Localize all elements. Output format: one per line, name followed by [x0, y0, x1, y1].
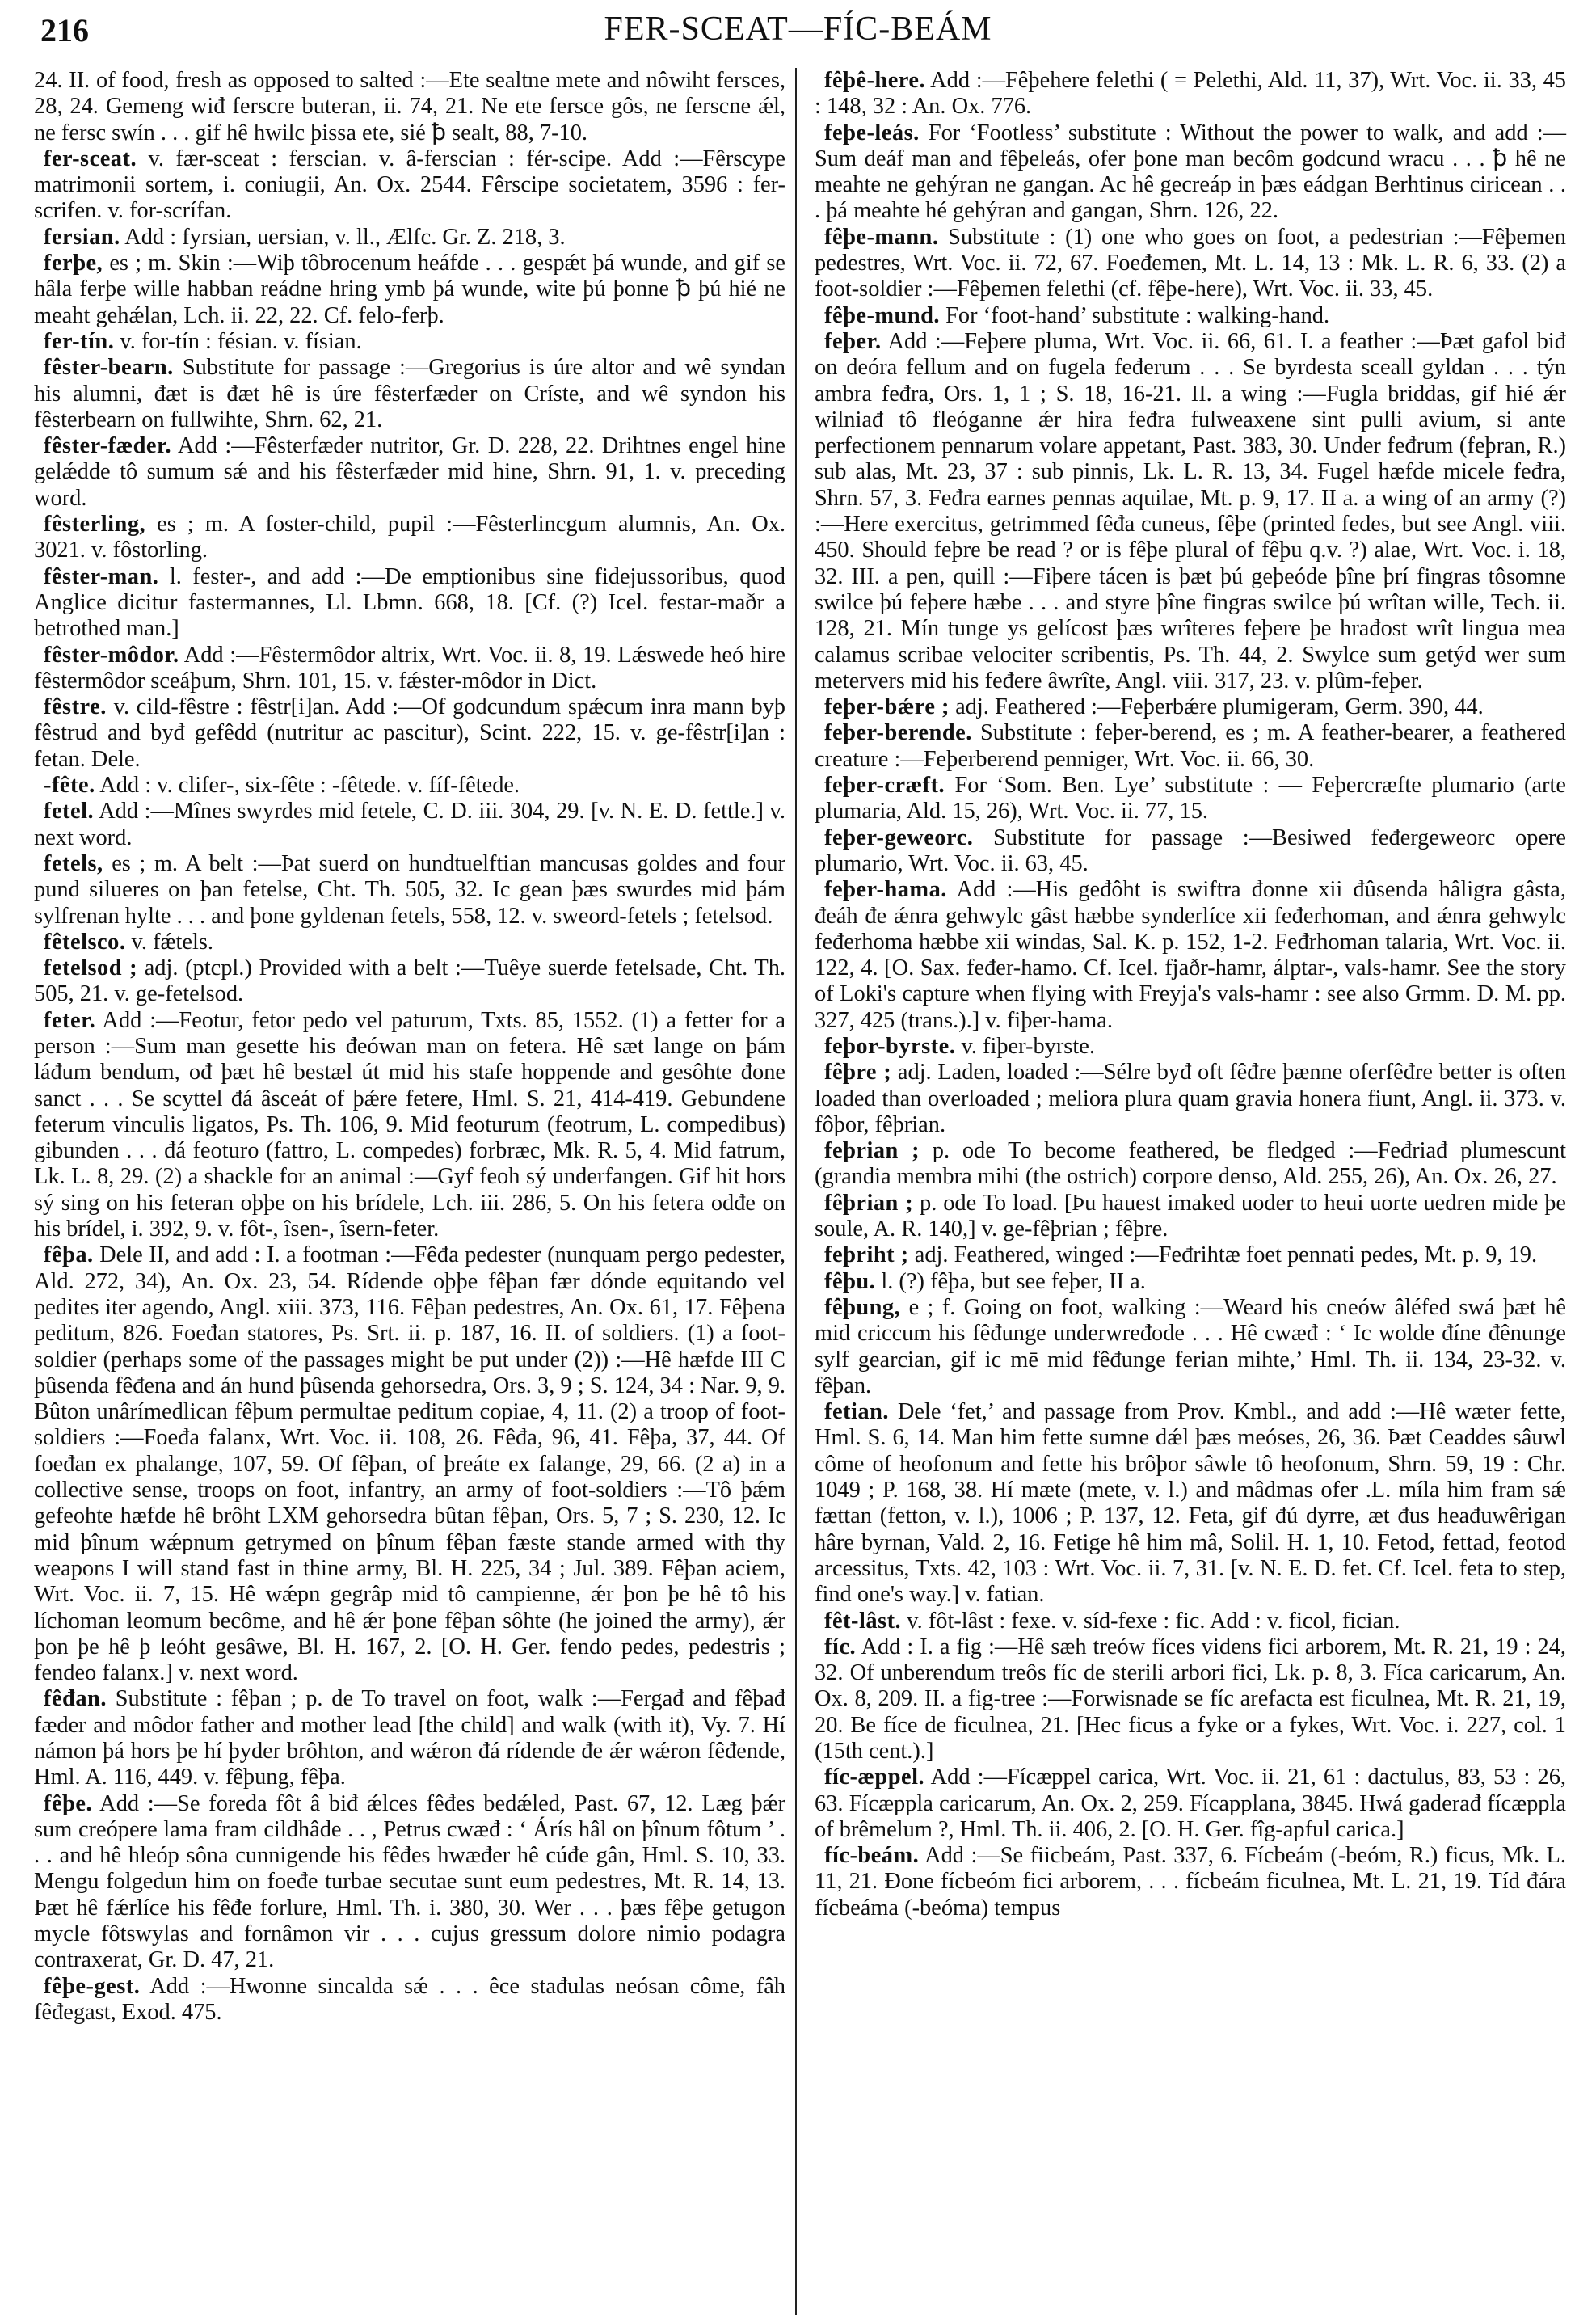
entry-headword: fêt-lâst. — [824, 1608, 902, 1634]
dictionary-entry — [34, 694, 785, 773]
entry-body: Dele II, and add : I. a footman :—Fêđa pedester (nunquam pergo pedester, Ald. 272, 34), An. Ox. 23, 54. Rídende oþþe fêþan fær dónde equitando vel pedites iter agendo, Angl. xiii. 373, 116. Fêþan pedestres, An. Ox. 61, 17. Fêþena peditum, 826. Foeđan statores, Ps. Srt. ii. p. 187, 16. II. of soldiers. (1) a foot-soldier (perhaps some of the passages might be put under (2)) :—Hê hæfde III C þûsenda fêđena and án hund þûsenda gehorsedra, Ors. 3, 9 ; S. 124, 34 : Nar. 9, 9. Bûton unârímedlican fêþum permultae peditum copiae, 4, 11. (2) a troop of foot-soldiers :—Foeđa falanx, Wrt. Voc. ii. 108, 26. Fêđa, 96, 41. Fêþa, 37, 44. Of foeđan ex phalange, 107, 59. Of fêþan, of þreáte ex falange, 29, 66. (2 a) in a collective sense, troops on foot, infantry, an army of foot-soldiers :—Tô þǽm gefeohte hæfde hê brôht LXM gehorsedra bûtan fêþan, Ors. 5, 7 ; S. 230, 12. Ic mid þînum wǽpnum getrymed on þînum fêþan fæste stande armed with thy weapons I will stand fast in thine army, Bl. H. 225, 34 ; Jul. 389. Fêþan aciem, Wrt. Voc. ii. 7, 15. Hê wǽpn gegrâp mid tô campienne, ǽr þon þe hê tô his líchoman leomum becôme, and hê ǽr þone fêþan sôhte (he joined the army), ǽr þon þe hê þ leóht gesâwe, Bl. H. 167, 2. [O. H. Ger. fendo pedes, pedestris ; fendeo falanx.] v. next word. — [34, 1242, 785, 1686]
entry-body: v. fiþer-byrste. — [955, 1033, 1095, 1059]
entry-headword: feþer-berende. — [824, 720, 972, 746]
dictionary-entry — [815, 329, 1566, 694]
dictionary-entry — [34, 329, 785, 355]
page-number: 216 — [40, 12, 89, 48]
entry-body: For ‘Som. Ben. Lye’ substitute : — Feþercræfte plumario (arte plumaria, Ald. 15, 26), Wrt. Voc. ii. 77, 15. — [815, 773, 1566, 824]
entry-body: Add :—Fêþehere felethi ( = Pelethi, Ald. 11, 37), Wrt. Voc. ii. 33, 45 : 148, 32 : An. Ox. 776. — [815, 68, 1566, 120]
entry-body: Dele ‘fet,’ and passage from Prov. Kmbl., and add :—Hê wæter fette, Hml. S. 6, 14. Man him fette sumne dǽl þæs meóses, 26, 36. Þæt Ceaddes sâuwl côme of heofonum and fette his brôþor sâwle tô heofonum, Shrn. 59, 19 : Chr. 1049 ; P. 168, 38. Hí mæte (mete, v. l.) and mâdmas ofer .L. míla him fram sǽ fættan (fetton, v. l.), 1006 ; P. 137, 12. Feta, gif đú dyrre, æt đus heađuwêrigan hâre byrnan, Vald. 2, 16. Fetige hê him mâ, Solil. H. 1, 10. Fetod, fettad, feotod arcessitus, Txts. 42, 103 : Wrt. Voc. ii. 7, 31. [v. N. E. D. fet. Cf. Icel. feta to step, find one's way.] v. fatian. — [815, 1399, 1566, 1608]
entry-headword: fêster-môdor. — [44, 642, 179, 668]
entry-body: adj. (ptcpl.) Provided with a belt :—Tuêye suerde fetelsade, Cht. Th. 505, 21. v. ge-fetelsod. — [34, 955, 785, 1007]
entry-body: Substitute for passage :—Besiwed feđergeweorc opere plumario, Wrt. Voc. ii. 63, 45. — [815, 824, 1566, 876]
entry-headword: fêþe. — [44, 1790, 93, 1816]
entry-headword: fêster-fæder. — [44, 433, 172, 459]
entry-headword: feþor-byrste. — [824, 1033, 956, 1059]
entry-headword: fêþe-mann. — [824, 224, 939, 250]
entry-body: adj. Laden, loaded :—Sélre byđ oft fêđre þænne oferfêđre better is often loaded than overloaded ; meliora plura quam gravia honera fiunt, Angl. ii. 373. v. fôþor, fêþrian. — [815, 1060, 1566, 1137]
dictionary-entry — [34, 1242, 785, 1686]
entry-body: es ; m. A foster-child, pupil :—Fêsterlincgum alumnis, An. Ox. 3021. v. fôstorling. — [34, 512, 785, 563]
entry-headword: -fête. — [44, 773, 95, 799]
entry-headword: fetels, — [44, 850, 103, 876]
entry-body: Add :—His geđôht is swiftra đonne xii đûsenda hâligra gâsta, đeáh đe ǽnra gehwylc gâst hæbbe synderlíce xii feđerhoman, and ǽnra gehwylc feđerhoma hæbbe xii windas, Sal. K. p. 152, 1-2. Feđrhoman talaria, Wrt. Voc. ii. 122, 4. [O. Sax. feđer-hamo. Cf. Icel. fjaðr-hamr, álptar-, vals-hamr. See the story of Loki's capture when flying with Freyja's vals-hamr : see also Grmm. D. M. pp. 327, 425 (trans.).] v. fiþer-hama. — [815, 877, 1566, 1033]
dictionary-entry — [34, 251, 785, 329]
dictionary-entry — [34, 1008, 785, 1243]
entry-headword: fer-tín. — [44, 328, 115, 354]
dictionary-entry — [34, 355, 785, 433]
entry-body: Add : v. clifer-, six-fête : -fêtede. v. fíf-fêtede. — [95, 773, 520, 799]
column-divider — [795, 68, 797, 2315]
entry-headword: fêtelsco. — [44, 929, 126, 955]
entry-headword: fíc-æppel. — [824, 1765, 925, 1790]
entry-headword: feþrian ; — [824, 1138, 920, 1164]
dictionary-entry — [815, 773, 1566, 825]
entry-body: p. ode To load. [Þu hauest imaked uoder to heui uorte uedren mide þe soule, A. R. 140,] v. ge-fêþrian ; fêþre. — [815, 1190, 1566, 1242]
entry-headword: fêþre ; — [824, 1060, 892, 1086]
dictionary-entry — [815, 1191, 1566, 1243]
dictionary-entry — [34, 643, 785, 695]
dictionary-entry — [34, 68, 785, 146]
entry-headword: fêþe-gest. — [44, 1973, 141, 1999]
entry-headword: fêþe-mund. — [824, 302, 941, 328]
entry-headword: fêster-bearn. — [44, 355, 174, 381]
entry-headword: fêþung, — [824, 1294, 901, 1320]
entry-headword: fêster-man. — [44, 563, 159, 589]
dictionary-entry — [34, 512, 785, 564]
dictionary-entry — [34, 1686, 785, 1790]
right-column — [815, 68, 1566, 1921]
entry-body: Add :—Mînes swyrdes mid fetele, C. D. iii. 304, 29. [v. N. E. D. fettle.] v. next word. — [34, 799, 785, 850]
entry-body: v. fǽtels. — [125, 929, 214, 955]
entry-headword: fetelsod ; — [44, 955, 138, 981]
dictionary-entry — [34, 225, 785, 251]
dictionary-entry — [815, 720, 1566, 773]
entry-body: For ‘Footless’ substitute : Without the power to walk, and add :—Sum deáf man and fêþeleás, ofer þone man becôm godcund wracu . . . ꝥ hê ne meahte ne gehýran ne gangan. Ac hê gecreáp in þæs eádgan Berhtinus ciricean . . . þá meahte hé gehýran and gangan, Shrn. 126, 22. — [815, 120, 1566, 224]
dictionary-entry — [34, 433, 785, 512]
dictionary-entry — [34, 773, 785, 799]
dictionary-entry — [34, 1791, 785, 1974]
dictionary-entry — [815, 1843, 1566, 1921]
dictionary-entry — [815, 825, 1566, 878]
dictionary-entry — [815, 1295, 1566, 1399]
entry-body: Add :—Fícæppel carica, Wrt. Voc. ii. 21, 61 : dactulus, 83, 53 : 26, 63. Fícæppla caricarum, An. Ox. 2, 259. Fícapplana, 3845. Hwá gaderađ fícæppla of brêmelum ?, Hml. Th. ii. 406, 2. [O. H. Ger. fîg-apful carica.] — [815, 1765, 1566, 1842]
dictionary-entry — [815, 303, 1566, 329]
entry-body: adj. Feathered :—Feþerbǽre plumigeram, Germ. 390, 44. — [949, 694, 1484, 720]
dictionary-entry — [34, 799, 785, 851]
entry-body: Add : fyrsian, uersian, v. ll., Ælfc. Gr. Z. 218, 3. — [120, 224, 566, 250]
entry-headword: fetian. — [824, 1399, 889, 1425]
dictionary-entry — [815, 68, 1566, 120]
dictionary-entry — [815, 1634, 1566, 1765]
entry-body: Add :—Hwonne sincalda sǽ . . . êce stađulas neósan côme, fâh fêđegast, Exod. 475. — [34, 1973, 785, 2025]
dictionary-entry — [815, 1609, 1566, 1634]
entry-body: Substitute for passage :—Gregorius is úre altor and wê syndan his alumni, đæt is đæt hê is úre fêsterfæder on Críste, and wê syndon his fêsterbearn on fullwihte, Shrn. 62, 21. — [34, 355, 785, 432]
entry-body: Add :—Fêsterfæder nutritor, Gr. D. 228, 22. Drihtnes engel hine gelǽdde tô sumum sǽ and his fêsterfæder mid hine, Shrn. 91, 1. v. preceding word. — [34, 433, 785, 511]
entry-body: l. fester-, and add :—De emptionibus sine fidejussoribus, quod Anglice dicitur fastermannes, Ll. Lbmn. 668, 18. [Cf. (?) Icel. festar-maðr a betrothed man.] — [34, 563, 785, 642]
dictionary-entry — [815, 1399, 1566, 1608]
left-column — [34, 68, 785, 2026]
entry-headword: fêþrian ; — [824, 1190, 914, 1216]
entry-headword: fêþu. — [824, 1268, 876, 1294]
entry-body: v. cild-fêstre : fêstr[i]an. Add :—Of godcundum spǽcum inra mann byþ fêstrud and byđ gefêdd (nutritur ac pascitur), Scint. 222, 15. v. ge-fêstr[i]an : fetan. Dele. — [34, 694, 785, 772]
dictionary-entry — [815, 1269, 1566, 1295]
entry-headword: feþe-leás. — [824, 120, 920, 145]
entry-body: p. ode To become feathered, be fledged :—Feđriađ plumescunt (grandia membra mihi (the ostrich) corpore denso, Ald. 255, 26), An. Ox. 26, 27. — [815, 1138, 1567, 1190]
entry-body: es ; m. A belt :—Þat suerd on hundtuelftian mancusas goldes and four pund silueres on þan fetelse, Cht. Th. 505, 32. Ic gean þæs swurdes mid þám sylfrenan hylte . . . and þone gyldenan fetels, 558, 12. v. sweord-fetels ; fetelsod. — [34, 850, 785, 929]
entry-headword: fíc-beám. — [824, 1843, 920, 1869]
entry-body: v. fôt-lâst : fexe. v. síd-fexe : fic. Add : v. ficol, fician. — [901, 1608, 1400, 1634]
entry-headword: fer-sceat. — [44, 145, 137, 171]
entry-body: Add :—Feotur, fetor pedo vel paturum, Txts. 85, 1552. (1) a fetter for a person :—Sum man gesette his đeówan man on fetera. Hê sæt lange on þám láđum bendum, ođ þæt hê bestæl út mid his stafe hoppende and gesôhte đone sanct . . . Se scyttel đá âsceát of þǽre fetere, Hml. S. 21, 414-419. Gebundene feterum vinculis ligatos, Ps. Th. 106, 9. Mid feoturum (feotrum, L. compedibus) gibunden . . . đá feoturo (fattro, L. compedes) forbræc, Mk. R. 5, 4. Mid fatrum, Lk. L. 8, 29. (2) a shackle for an animal :—Gyf feoh sý underfangen. Gif hit hors sý sing on his feteran oþþe on his brídele, Lch. iii. 286, 5. On his fetera odđe on his brídel, i. 392, 9. v. fôt-, îsen-, îsern-feter. — [34, 1007, 785, 1242]
entry-body: Add : I. a fig :—Hê sæh treów fíces videns fici arborem, Mt. R. 21, 19 : 24, 32. Of unberendum treôs fíc de sterili arbori fici, Lk. p. 8, 3. Fíca caricarum, An. Ox. 8, 209. II. a fig-tree :—Forwisnade se fíc arefacta est ficulnea, Mt. R. 21, 19, 20. Be fíce de ficulnea, 21. [Hec ficus a fyke or a fykes, Wrt. Voc. i. 227, col. 1 (15th cent.).] — [815, 1634, 1566, 1764]
entry-headword: feþer-hama. — [824, 877, 947, 903]
entry-body: Substitute : feþer-berend, es ; m. A feather-bearer, a feathered creature :—Feþerberend penniger, Wrt. Voc. ii. 66, 30. — [815, 720, 1566, 772]
entry-headword: feþer-cræft. — [824, 773, 945, 799]
entry-headword: fíc. — [824, 1634, 857, 1659]
entry-body: Add :—Fêstermôdor altrix, Wrt. Voc. ii. 8, 19. Lǽswede heó hire fêstermôdor sceáþum, Shrn. 101, 15. v. fǽster-môdor in Dict. — [34, 642, 785, 694]
entry-headword: fêsterling, — [44, 512, 146, 538]
entry-headword: fêđan. — [44, 1686, 107, 1712]
dictionary-entry — [815, 877, 1566, 1034]
entry-headword: feþer-bǽre ; — [824, 694, 950, 720]
entry-body: For ‘foot-hand’ substitute : walking-hand. — [940, 302, 1330, 328]
entry-body: l. (?) fêþa, but see feþer, II a. — [875, 1268, 1146, 1294]
running-title: FER-SCEAT—FÍC-BEÁM — [604, 11, 992, 48]
entry-body: Substitute : fêþan ; p. de To travel on foot, walk :—Fergađ and fêþađ fæder and môdor father and mother lead [the child] and walk (with it), Vy. 7. Hí námon þá hors þe hí þyder brôhton, and wǽron đá rídende đe ǽr wǽron fêđende, Hml. A. 116, 449. v. fêþung, fêþa. — [34, 1686, 785, 1790]
dictionary-entry — [34, 930, 785, 955]
entry-body: e ; f. Going on foot, walking :—Weard his cneów âléfed swá þæt hê mid criccum his fêđunge underwređode . . . Hê cwæđ : ‘ Ic wolde đíne đênunge sylf gearcian, gif ic mē mid fêđunge ferian mihte,’ Hml. Th. ii. 134, 23-32. v. fêþan. — [815, 1294, 1566, 1398]
entry-headword: feþriht ; — [824, 1242, 909, 1268]
entry-headword: fetel. — [44, 799, 95, 824]
dictionary-entry — [815, 225, 1566, 303]
dictionary-entry — [34, 851, 785, 930]
dictionary-entry — [815, 120, 1566, 225]
dictionary-entry — [815, 1138, 1566, 1191]
entry-headword: fêþê-here. — [824, 68, 926, 93]
dictionary-entry — [34, 1974, 785, 2026]
entry-body: Add :—Se foreda fôt â biđ ǽlces fêđes bedǽled, Past. 67, 12. Læg þǽr sum creópere lama fram cildhâde . . , Petrus cwæđ : ‘ Árís hâl on þînum fôtum ’ . . . and hê hleóp sôna cunnigende his fêđes hwæđer hê cúđe gân, Hml. S. 10, 33. Mengu folgedun him on foeđe turbae secutae sunt eum pedestres, Mt. R. 14, 13. Þæt hê fǽrlíce his fêđe forlure, Hml. Th. i. 380, 30. Wer . . . þæs fêþe getugon mycle fôtswylas and fornâmon vir . . . cujus gressum dolore nimio podagra contraxerat, Gr. D. 47, 21. — [34, 1790, 785, 1973]
dictionary-entry — [815, 1242, 1566, 1268]
entry-headword: fêþa. — [44, 1242, 94, 1268]
entry-body: Add :—Se fiicbeám, Past. 337, 6. Fícbeám (-beóm, R.) ficus, Mk. L. 11, 21. Đone fícbeóm fici arborem, . . . fícbeám ficulnea, Mt. L. 21, 19. Tíd đára fícbeáma (-beóma) tempus — [815, 1843, 1566, 1921]
entry-body: adj. Feathered, winged :—Feđrihtæ foet pennati pedes, Mt. p. 9, 19. — [908, 1242, 1538, 1268]
entry-body: Add :—Feþere pluma, Wrt. Voc. ii. 66, 61. I. a feather :—Þæt gafol biđ on deóra fellum and on fugela feđerum . . . Se byrdesta sceall gyldan . . . týn ambra feđra, Ors. 1, 1 ; S. 18, 16-21. II. a wing :—Fugla briddas, gif hié ǽr wilniađ tô fleóganne ǽr hira feđra fulweaxene sint pulli avium, si ante perfectionem pennarum volare appetant, Past. 383, 30. Under feđrum (feþran, R.) sub alas, Mt. 23, 37 : sub pinnis, Lk. L. R. 13, 34. Fugel hæfde micele feđra, Shrn. 57, 3. Feđra earnes pennas aquilae, Mt. p. 9, 17. II a. a wing of an army (?) :—Here exercitus, getrimmed fêđa cuneus, fêþe (printed fedes, but see Angl. viii. 450. Should feþre be read ? or is fêþe plural of fêþu q.v. ?) alae, Wrt. Voc. i. 18, 32. III. a pen, quill :—Fiþere tácen is þæt þú geþeóde þîne þrí fingras tôsomne swilce þú feþere hæbe . . . and styre þîne fingras swilce þú wrîtan wille, Tech. ii. 128, 21. Mín tunge ys gelícost þæs wrîteres feþere þe hrađost wrît lingua mea calamus scribae velociter scribentis, Ps. Th. 44, 2. Swylce sum getýd wer sum metervers mid his feđere âwrîte, Angl. viii. 317, 23. v. plûm-feþer. — [815, 328, 1566, 694]
entry-body: v. fær-sceat : ferscian. v. â-ferscian : fér-scipe. Add :—Fêrscype matrimonii sortem, i. coniugii, An. Ox. 2544. Fêrscipe societatem, 3596 : fer-scrifen. v. for-scrífan. — [34, 145, 785, 224]
dictionary-entry — [34, 955, 785, 1008]
dictionary-entry — [815, 1765, 1566, 1843]
entry-body: v. for-tín : fésian. v. físian. — [114, 328, 362, 354]
dictionary-entry — [815, 694, 1566, 720]
entry-headword: feþer. — [824, 328, 882, 354]
entry-body: 24. II. of food, fresh as opposed to salted :—Ete sealtne mete and nôwiht fersces, 28, 24. Gemeng wiđ ferscre buteran, ii. 74, 21. Ne ete fersce gôs, ne ferscne ǽl, ne fersc swín . . . gif hê hwilc þissa ete, sié ꝥ sealt, 88, 7-10. — [34, 68, 785, 145]
entry-headword: ferþe, — [44, 251, 103, 276]
entry-headword: feter. — [44, 1007, 96, 1033]
entry-body: Substitute : (1) one who goes on foot, a pedestrian :—Fêþemen pedestres, Wrt. Voc. ii. 72, 67. Foeđemen, Mt. L. 14, 13 : Mk. L. R. 6, 33. (2) a foot-soldier :—Fêþemen felethi (cf. fêþe-here), Wrt. Voc. ii. 33, 45. — [815, 224, 1566, 302]
dictionary-entry — [815, 1034, 1566, 1060]
entry-headword: fersian. — [44, 224, 120, 250]
dictionary-entry — [34, 564, 785, 643]
entry-body: es ; m. Skin :—Wiþ tôbrocenum heáfde . . . gespǽt þá wunde, and gif se hâla ferþe wille habban reádne hring ymb þá wunde, wite þú þonne ꝥ þú hié ne meaht gehǽlan, Lch. ii. 22, 22. Cf. felo-ferþ. — [34, 251, 785, 328]
dictionary-entry — [815, 1060, 1566, 1138]
dictionary-entry — [34, 146, 785, 225]
entry-headword: feþer-geweorc. — [824, 824, 974, 850]
entry-headword: fêstre. — [44, 694, 107, 720]
